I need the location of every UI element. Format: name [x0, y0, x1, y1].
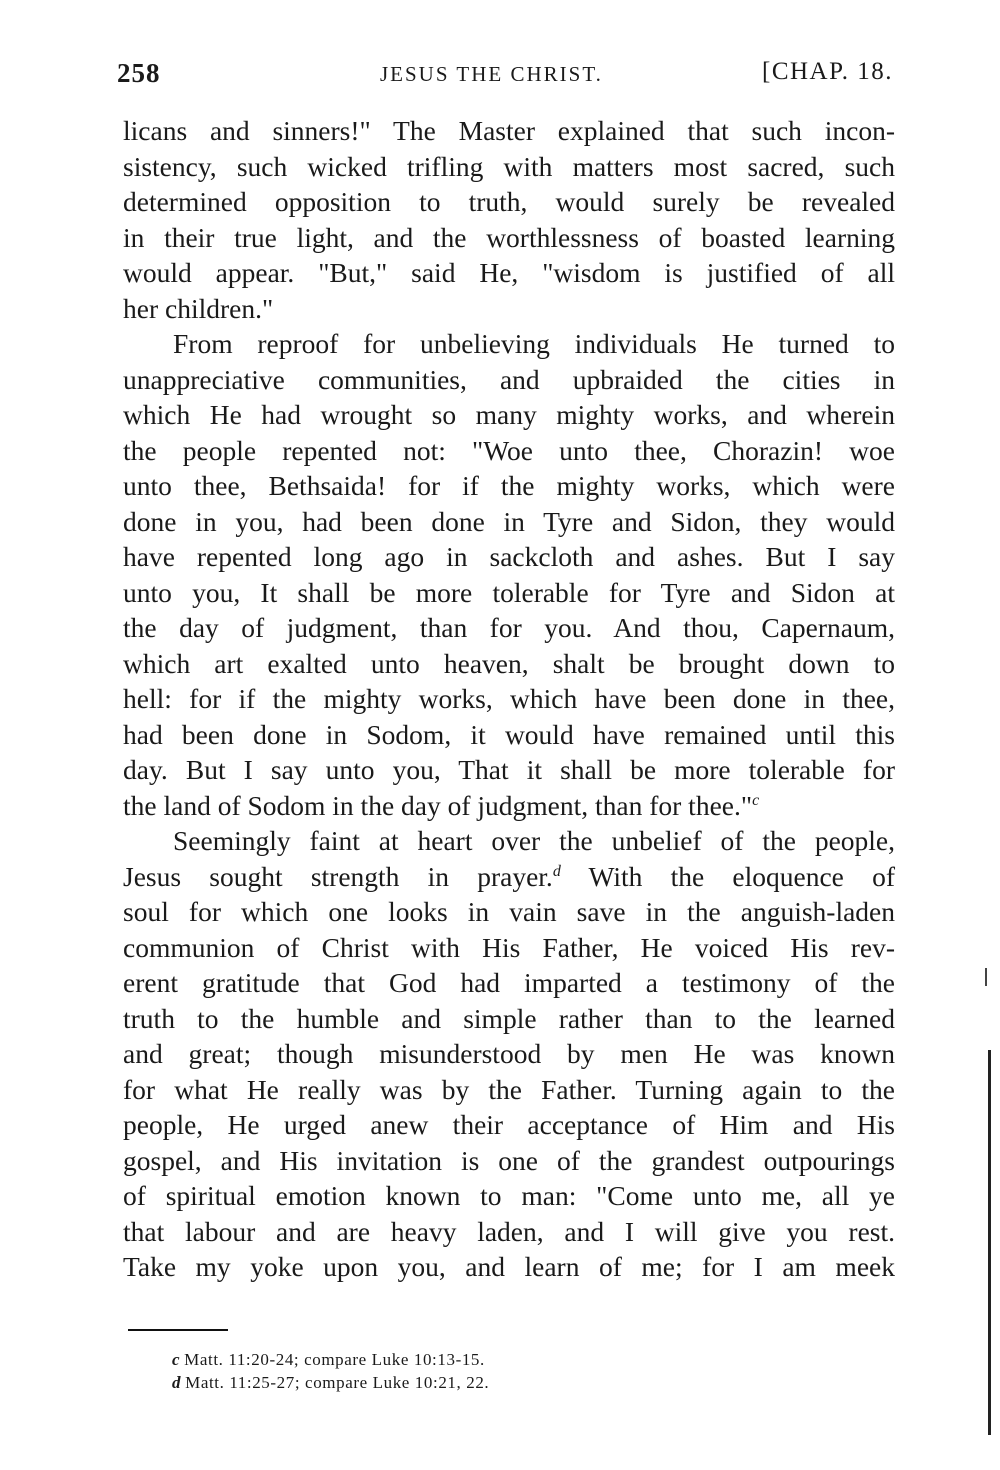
text-line: unappreciative communities, and upbraided the cities in: [123, 363, 895, 395]
text-line: which art exalted unto heaven, shalt be brought down to: [123, 647, 895, 679]
footnote-c: [172, 1348, 489, 1371]
running-head: [117, 58, 893, 94]
text-line: sistency, such wicked trifling with matters most sacred, such: [123, 150, 895, 182]
text-line: From reproof for unbelieving individuals He turned to: [173, 328, 895, 359]
body-text: [123, 113, 895, 1285]
text-line: gospel, and His invitation is one of the grandest outpourings: [123, 1144, 895, 1176]
text-line: day. But I say unto you, That it shall be more tolerable for: [123, 754, 895, 785]
text-line: that labour and are heavy laden, and I will give you rest.: [123, 1215, 895, 1247]
footnotes: [172, 1348, 489, 1394]
text-line: of spiritual emotion known to man: "Come unto me, all ye: [123, 1180, 895, 1211]
text-line: unto you, It shall be more tolerable for Tyre and Sidon at: [123, 576, 895, 608]
text-line: truth to the humble and simple rather than to the learned: [123, 1002, 895, 1034]
paragraph: [123, 113, 895, 326]
paragraph: [123, 823, 895, 1285]
footnote-mark: d: [172, 1373, 182, 1392]
text-line: Jesus sought strength in prayer.: [123, 860, 553, 892]
text-line: which He had wrought so many mighty works, and wherein: [123, 399, 895, 430]
footnote-ref-d[interactable]: d: [552, 862, 561, 880]
text-line-tail: With the eloquence of: [560, 860, 895, 892]
text-line: Take my yoke upon you, and learn of me; for I am meek: [123, 1251, 895, 1282]
text-line: and great; though misunderstood by men He was known: [123, 1038, 895, 1069]
paragraph: [123, 326, 895, 823]
text-line: have repented long ago in sackcloth and ashes. But I say: [123, 541, 895, 572]
text-line: would appear. "But," said He, "wisdom is justified of all: [123, 257, 895, 288]
text-line: people, He urged anew their acceptance of Him and His: [123, 1109, 895, 1140]
scan-edge-mark: [985, 968, 987, 986]
footnote-divider: [128, 1329, 228, 1331]
text-line: licans and sinners!" The Master explained that such incon-: [123, 115, 895, 146]
text-line: soul for which one looks in vain save in the anguish-laden: [123, 896, 895, 927]
text-line: the day of judgment, than for you. And thou, Capernaum,: [123, 612, 895, 643]
scan-edge-bar: [988, 1050, 991, 1435]
text-line: Seemingly faint at heart over the unbelief of the people,: [173, 825, 895, 856]
text-line: communion of Christ with His Father, He voiced His rev-: [123, 931, 895, 963]
text-line: the land of Sodom in the day of judgment, than for thee.": [123, 789, 753, 821]
footnote-text: Matt. 11:20-24; compare Luke 10:13-15.: [184, 1350, 485, 1369]
text-line: in their true light, and the worthlessness of boasted learning: [123, 221, 895, 253]
footnote-d: [172, 1371, 489, 1394]
text-line: her children.": [123, 292, 274, 324]
footnote-text: Matt. 11:25-27; compare Luke 10:21, 22.: [185, 1373, 490, 1392]
chapter-label: [CHAP. 18.: [762, 58, 893, 85]
text-line-with-ref: [123, 859, 895, 895]
text-line: the people repented not: "Woe unto thee, Chorazin! woe: [123, 434, 895, 466]
text-line: had been done in Sodom, it would have remained until this: [123, 718, 895, 750]
footnote-mark: c: [172, 1350, 181, 1369]
book-title: JESUS THE CHRIST.: [380, 62, 603, 86]
footnote-ref-c[interactable]: c: [752, 791, 760, 809]
text-line: determined opposition to truth, would surely be revealed: [123, 186, 895, 217]
text-line: for what He really was by the Father. Turning again to the: [123, 1073, 895, 1105]
page-number: 258: [117, 58, 161, 88]
text-line: erent gratitude that God had imparted a testimony of the: [123, 967, 895, 998]
text-line: done in you, had been done in Tyre and Sidon, they would: [123, 505, 895, 537]
text-line-with-ref: [123, 788, 895, 824]
text-line: hell: for if the mighty works, which have been done in thee,: [123, 683, 895, 714]
text-line: unto thee, Bethsaida! for if the mighty works, which were: [123, 470, 895, 501]
